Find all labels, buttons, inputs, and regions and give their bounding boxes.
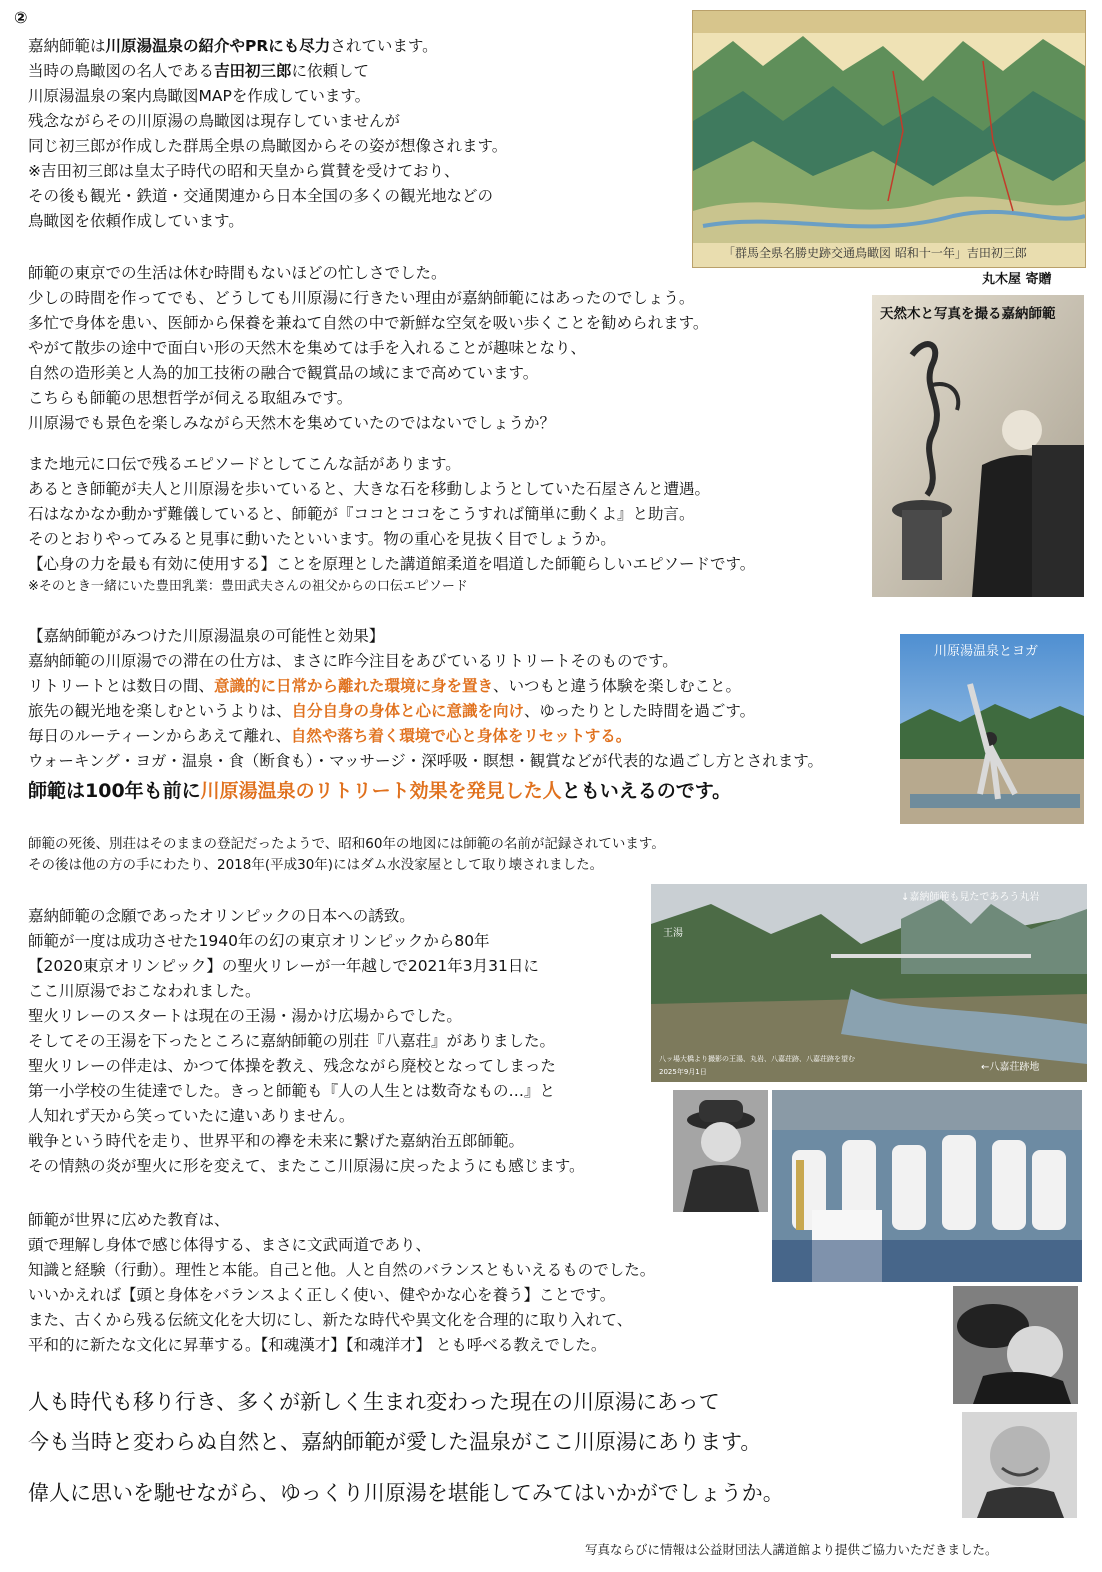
lake-photo [651, 884, 1087, 1082]
stone-episode-note: ※そのとき一緒にいた豊田乳業：豊田武夫さんの祖父からの口伝エピソード [28, 579, 468, 594]
sec1-line: 残念ながらその川原湯の鳥瞰図は現存していませんが [28, 112, 401, 130]
sec1-text: 当時の鳥瞰図の名人である [28, 62, 215, 80]
sec6-line: 聖火リレーのスタートは現在の王湯・湯かけ広場からでした。 [28, 1007, 462, 1025]
sec1-text: に依頼して [291, 62, 370, 80]
sec4-highlight: 自分自身の身体と心に意識を向け [291, 702, 525, 720]
closing-line: 人も時代も移り行き、多くが新しく生まれ変わった現在の川原湯にあって [28, 1390, 720, 1414]
sec3-line: 【心身の力を最も有効に使用する】ことを原理とした講道館柔道を唱道した師範らしいエピソードです。 [28, 555, 756, 573]
closing-message [28, 1382, 761, 1462]
photo-illustration [953, 1286, 1078, 1404]
headline-highlight: 川原湯温泉のリトリート効果を発見した人 [200, 780, 562, 802]
sec5-line: その後は他の方の手にわたり、2018年(平成30年)にはダム水没家屋として取り壊されました。 [28, 857, 604, 873]
sec1-line: その後も観光・鉄道・交通関連から日本全国の多くの観光地などの [28, 187, 494, 205]
sec1-line: 鳥瞰図を依頼作成しています。 [28, 212, 244, 230]
sec2-line: やがて散歩の途中で面白い形の天然木を集めては手を入れることが趣味となり、 [28, 339, 587, 357]
sec4-text: リトリートとは数日の間、 [28, 677, 215, 695]
lake-label-bottom-left: 八ッ場大橋より撮影の王湯、丸岩、八嘉荘跡、八嘉荘跡を望む [659, 1055, 855, 1063]
sec6-line: その情熱の炎が聖火に形を変えて、またここ川原湯に戻ったようにも感じます。 [28, 1157, 585, 1175]
sec7-line: 平和的に新たな文化に昇華する。【和魂漢才】【和魂洋才】 とも呼べる教えでした。 [28, 1336, 607, 1354]
sec2-line: こちらも師範の思想哲学が伺える取組みです。 [28, 389, 353, 407]
sec7-line: 頭で理解し身体で感じ体得する、まさに文武両道であり、 [28, 1236, 432, 1254]
sec6-line: ここ川原湯でおこなわれました。 [28, 982, 261, 1000]
sec2-line: 師範の東京での生活は休む時間もないほどの忙しさでした。 [28, 264, 447, 282]
sec4-highlight: 意識的に日常から離れた環境に身を置き [214, 677, 494, 695]
sec6-line: 【2020東京オリンピック】の聖火リレーが一年越しで2021年3月31日に [28, 957, 539, 975]
section-natural-wood [28, 261, 708, 436]
sec4-text: 、ゆったりとした時間を過ごす。 [524, 702, 756, 720]
sec6-line: 戦争という時代を走り、世界平和の襷を未来に繋げた嘉納治五郎師範。 [28, 1132, 525, 1150]
lake-label-left: 王湯 [663, 928, 683, 939]
yoga-photo-caption: 川原湯温泉とヨガ [934, 644, 1039, 659]
retreat-headline [28, 776, 731, 803]
closing-invitation: 偉人に思いを馳せながら、ゆっくり川原湯を堪能してみてはいかがでしょうか。 [28, 1481, 784, 1505]
sec4-text: 、いつもと違う体験を楽しむこと。 [493, 677, 742, 695]
sec4-line: 嘉納師範の川原湯での滞在の仕方は、まさに昨今注目をあびているリトリートそのものです。 [28, 652, 678, 670]
kano-portrait-hat-photo [673, 1090, 768, 1212]
map-credit: 丸木屋 寄贈 [982, 272, 1052, 287]
section-stone-episode [28, 452, 755, 577]
sec1-line: 川原湯温泉の案内鳥瞰図MAPを作成しています。 [28, 87, 371, 105]
natural-wood-photo [872, 295, 1084, 597]
torch-relay-photo [772, 1090, 1082, 1282]
sec5-line: 師範の死後、別荘はそのままの登記だったようで、昭和60年の地図には師範の名前が記録されています。 [28, 836, 665, 852]
sec3-line: 石はなかなか動かず難儀していると、師範が『ココとココをこうすれば簡単に動くよ』と助言。 [28, 505, 695, 523]
kano-smiling-hat-photo [953, 1286, 1078, 1404]
photo-illustration [772, 1090, 1082, 1282]
section-hatsusaburo [28, 34, 507, 234]
sec3-line: また地元に口伝で残るエピソードとしてこんな話があります。 [28, 455, 461, 473]
sec2-line: 少しの時間を作ってでも、どうしても川原湯に行きたい理由が嘉納師範にはあったのでしょう。 [28, 289, 695, 307]
photo-illustration [900, 634, 1084, 824]
section-education [28, 1208, 655, 1358]
sec6-line: 第一小学校の生徒達でした。きっと師範も『人の人生とは数奇なもの…』と [28, 1082, 556, 1100]
sec3-line: あるとき師範が夫人と川原湯を歩いていると、大きな石を移動しようとしていた石屋さんと遭遇。 [28, 480, 711, 498]
sec2-line: 多忙で身体を患い、医師から保養を兼ねて自然の中で新鮮な空気を吸い歩くことを勧められます。 [28, 314, 709, 332]
map-caption: 「群馬全県名勝史跡交通鳥瞰図 昭和十一年」吉田初三郎 [723, 246, 1027, 260]
sec2-line: 自然の造形美と人為的加工技術の融合で観賞品の域にまで高めています。 [28, 364, 539, 382]
sec1-line: ※吉田初三郎は皇太子時代の昭和天皇から賞賛を受けており、 [28, 162, 460, 180]
section-retreat [28, 624, 823, 774]
sec6-line: 聖火リレーの伴走は、かつて体操を教え、残念ながら廃校となってしまった [28, 1057, 556, 1075]
sec6-line: 人知れず天から笑っていたに違いありません。 [28, 1107, 355, 1125]
sec7-line: また、古くから残る伝統文化を大切にし、新たな時代や異文化を合理的に取り入れて、 [28, 1311, 633, 1329]
sec1-line: 同じ初三郎が作成した群馬全県の鳥瞰図からその姿が想像されます。 [28, 137, 508, 155]
sec4-text: 毎日のルーティーンからあえて離れ、 [28, 727, 291, 745]
lake-label-date: 2025年9月1日 [659, 1068, 707, 1076]
sec7-line: いいかえれば【頭と身体をバランスよく正しく使い、健やかな心を養う】ことです。 [28, 1286, 616, 1304]
bird-eye-map-image [692, 10, 1086, 268]
sec1-bold: 吉田初三郎 [214, 62, 292, 80]
sec4-line: ウォーキング・ヨガ・温泉・食（断食も）・マッサージ・深呼吸・瞑想・観賞などが代表的な過ごし方とされます。 [28, 752, 823, 770]
sec1-text: 嘉納師範は [28, 37, 106, 55]
sec6-line: そしてその王湯を下ったところに嘉納師範の別荘『八嘉荘』がありました。 [28, 1032, 556, 1050]
sec1-text: されています。 [330, 37, 438, 55]
sec3-line: そのとおりやってみると見事に動いたといいます。物の重心を見抜く目でしょうか。 [28, 530, 616, 548]
headline-text: 師範は100年も前に [28, 780, 201, 802]
photo-illustration [872, 295, 1084, 597]
page-number: ② [14, 8, 28, 27]
photo-illustration [962, 1412, 1077, 1518]
headline-text: ともいえるのです。 [561, 780, 732, 802]
sec2-line: 川原湯でも景色を楽しみながら天然木を集めていたのではないでしょうか？ [28, 414, 556, 432]
closing-line: 今も当時と変わらぬ自然と、嘉納師範が愛した温泉がここ川原湯にあります。 [28, 1430, 762, 1454]
sec7-line: 知識と経験（行動）。理性と本能。自己と他。人と自然のバランスともいえるものでした。 [28, 1261, 656, 1279]
sec7-line: 師範が世界に広めた教育は、 [28, 1211, 230, 1229]
sec4-highlight: 自然や落ち着く環境で心と身体をリセットする。 [290, 727, 632, 745]
kano-smiling-portrait-photo [962, 1412, 1077, 1518]
sec1-bold: 川原湯温泉の紹介やPRにも尽力 [105, 37, 331, 55]
footer-credit: 写真ならびに情報は公益財団法人講道館より提供ご協力いただきました。 [585, 1542, 998, 1557]
wood-photo-caption: 天然木と写真を撮る嘉納師範 [880, 306, 1056, 322]
lake-label-top: ↓嘉納師範も見たであろう丸岩 [901, 892, 1040, 903]
sec4-text: 旅先の観光地を楽しむというよりは、 [28, 702, 292, 720]
sec6-line: 嘉納師範の念願であったオリンピックの日本への誘致。 [28, 907, 415, 925]
map-illustration [693, 11, 1085, 267]
section-villa [28, 834, 665, 876]
lake-label-right: ←八嘉荘跡地 [981, 1062, 1040, 1073]
sec6-line: 師範が一度は成功させた1940年の幻の東京オリンピックから80年 [28, 932, 490, 950]
photo-illustration [673, 1090, 768, 1212]
photo-illustration [651, 884, 1087, 1082]
section-olympics [28, 904, 584, 1179]
yoga-photo [900, 634, 1084, 824]
retreat-heading: 【嘉納師範がみつけた川原湯温泉の可能性と効果】 [28, 627, 385, 645]
